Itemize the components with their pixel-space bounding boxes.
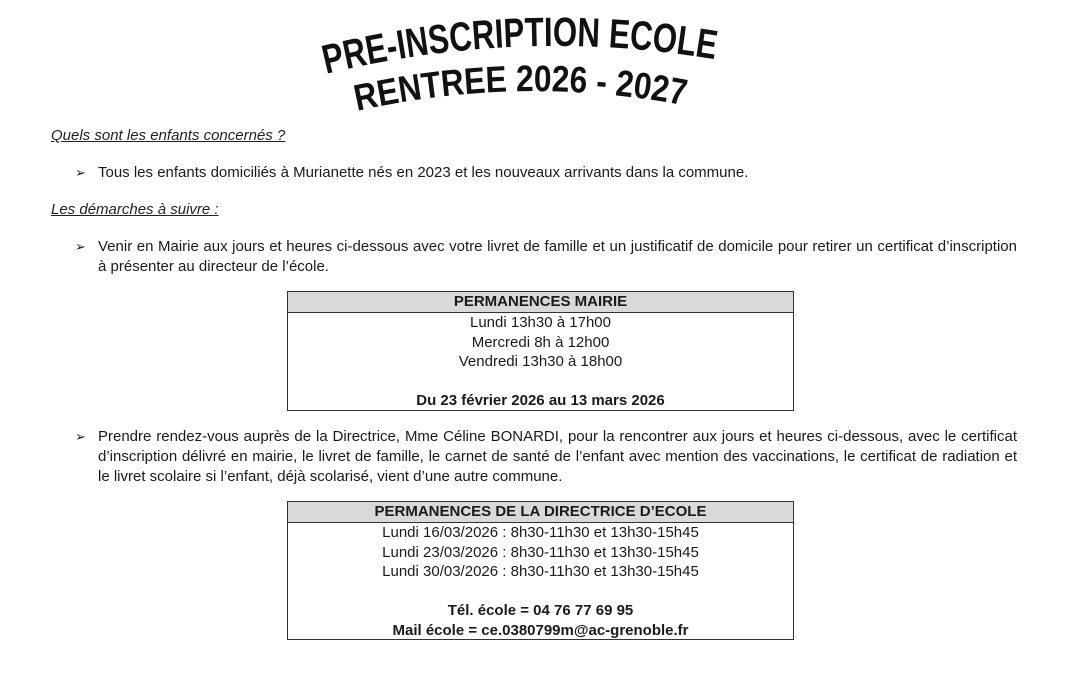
school-email: Mail école = ce.0380799m@ac-grenoble.fr xyxy=(392,621,689,639)
directrice-row: Lundi 30/03/2026 : 8h30-11h30 et 13h30-15h45 xyxy=(382,563,699,580)
mairie-row: Lundi 13h30 à 17h00 xyxy=(470,314,611,331)
directrice-permanences-box xyxy=(287,501,794,640)
bullet-step-mairie xyxy=(75,237,1017,277)
bullet-arrow-icon: ➢ xyxy=(75,165,86,180)
bullet-arrow-icon: ➢ xyxy=(75,429,86,444)
spacer xyxy=(288,582,793,602)
bullet-arrow-icon: ➢ xyxy=(75,239,86,254)
directrice-row: Lundi 23/03/2026 : 8h30-11h30 et 13h30-15h45 xyxy=(382,543,699,561)
mairie-box-heading: PERMANENCES MAIRIE xyxy=(288,292,793,313)
directrice-box-heading: PERMANENCES DE LA DIRECTRICE D’ECOLE xyxy=(288,502,793,523)
title-line-2: RENTREE 2026 - 2027 xyxy=(350,58,694,119)
directrice-row: Lundi 16/03/2026 : 8h30-11h30 et 13h30-15h45 xyxy=(382,524,699,541)
bullet-step-directrice xyxy=(75,427,1017,487)
school-phone: Tél. école = 04 76 77 69 95 xyxy=(447,602,634,619)
bullet-concerned-text: Tous les enfants domiciliés à Murianette nés en 2023 et les nouveaux arrivants dans la commune. xyxy=(98,164,749,181)
bullet-step-mairie-text: Venir en Mairie aux jours et heures ci-dessous avec votre livret de famille et un justificatif de domicile pour retirer un certificat d’inscription à présenter au directeur de l’école. xyxy=(98,238,1017,275)
document-title xyxy=(0,8,1068,130)
bullet-concerned xyxy=(75,163,1017,183)
mairie-row: Mercredi 8h à 12h00 xyxy=(471,333,610,351)
mairie-row: Vendredi 13h30 à 18h00 xyxy=(458,353,623,370)
bullet-step-directrice-text: Prendre rendez-vous auprès de la Directrice, Mme Céline BONARDI, pour la rencontrer aux jours et heures ci-dessous, avec le certificat d’inscription délivré en mairie, le livret de famille, le carnet de santé de l’enfant avec mention des vaccinations, le certificat de radiation et le livret scolaire si l’enfant, déjà scolarisé, vient d’une autre commune. xyxy=(98,428,1017,485)
spacer xyxy=(288,372,793,392)
heading-steps: Les démarches à suivre : xyxy=(51,201,219,218)
mairie-permanences-box xyxy=(287,291,794,411)
heading-concerned: Quels sont les enfants concernés ? xyxy=(51,127,286,144)
mairie-dates: Du 23 février 2026 au 13 mars 2026 xyxy=(416,392,665,409)
title-line-1: PRE-INSCRIPTION ECOLE xyxy=(317,8,728,83)
title-wordart xyxy=(0,8,1068,130)
